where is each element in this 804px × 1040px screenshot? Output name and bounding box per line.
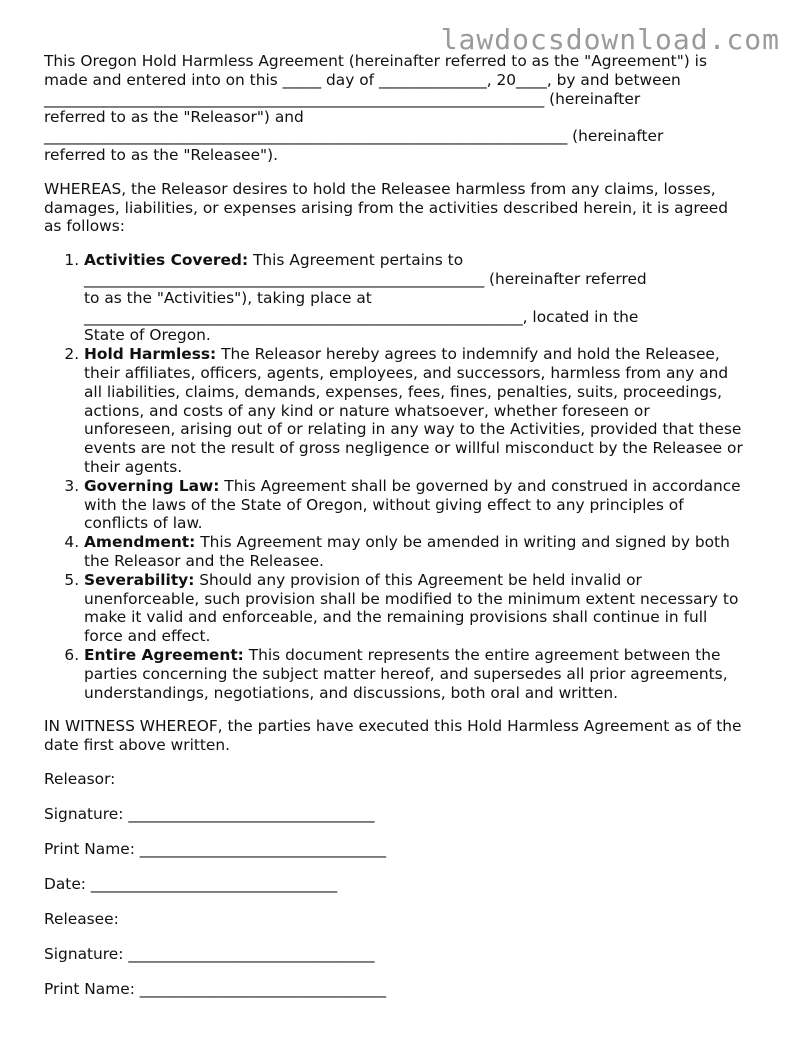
releasor-signature-line: Signature: ________________________________ bbox=[44, 804, 375, 823]
term-text: The Releasor hereby agrees to indemnify and hold the Releasee, bbox=[216, 345, 720, 364]
term-hold-harmless bbox=[84, 345, 766, 477]
term-title: Governing Law: bbox=[84, 476, 220, 495]
intro-line: referred to as the "Releasor") and bbox=[44, 108, 304, 127]
term-text: State of Oregon. bbox=[84, 326, 211, 345]
term-text: force and effect. bbox=[84, 627, 211, 646]
term-title: Amendment: bbox=[84, 533, 196, 552]
term-text: unforeseen, arising out of or relating in any way to the Activities, provided that these bbox=[84, 420, 742, 439]
term-text: their agents. bbox=[84, 457, 183, 476]
watermark: lawdocsdownload.com bbox=[440, 23, 780, 56]
terms-list bbox=[44, 251, 766, 702]
intro-line: _________________________________________________________________ (hereinafter bbox=[44, 89, 641, 108]
term-activities-covered bbox=[84, 251, 766, 345]
releasee-signature-line: Signature: ________________________________ bbox=[44, 944, 375, 963]
term-text: understandings, negotiations, and discussions, both oral and written. bbox=[84, 683, 618, 702]
intro-line: ____________________________________________________________________ (hereinafter bbox=[44, 127, 664, 146]
term-text: events are not the result of gross negligence or willful misconduct by the Releasee or bbox=[84, 439, 743, 458]
whereas-line: as follows: bbox=[44, 217, 125, 236]
term-amendment bbox=[84, 533, 766, 571]
whereas-line: damages, liabilities, or expenses arising from the activities described herein, it is agreed bbox=[44, 198, 729, 217]
term-severability bbox=[84, 571, 766, 646]
term-text: This document represents the entire agreement between the bbox=[243, 645, 721, 664]
releasee-label: Releasee: bbox=[44, 909, 119, 928]
whereas-paragraph bbox=[44, 180, 766, 236]
witness-paragraph bbox=[44, 717, 766, 755]
intro-paragraph bbox=[44, 52, 766, 165]
releasor-print-name-line: Print Name: ________________________________ bbox=[44, 839, 387, 858]
term-text: ____________________________________________________ (hereinafter referred bbox=[84, 269, 647, 288]
witness-line: IN WITNESS WHEREOF, the parties have executed this Hold Harmless Agreement as of the bbox=[44, 717, 742, 736]
term-text: Should any provision of this Agreement be held invalid or bbox=[194, 570, 642, 589]
term-title: Hold Harmless: bbox=[84, 345, 217, 364]
term-text: their affiliates, officers, agents, employees, and successors, harmless from any and bbox=[84, 363, 729, 382]
term-text: This Agreement pertains to bbox=[248, 251, 464, 270]
term-text: to as the "Activities"), taking place at bbox=[84, 288, 372, 307]
term-entire-agreement bbox=[84, 646, 766, 702]
intro-line: made and entered into on this _____ day of ______________, 20____, by and between bbox=[44, 70, 681, 89]
term-title: Severability: bbox=[84, 570, 195, 589]
term-text: unenforceable, such provision shall be modified to the minimum extent necessary to bbox=[84, 589, 739, 608]
intro-line: referred to as the "Releasee"). bbox=[44, 145, 279, 164]
term-text: _________________________________________________________, located in the bbox=[84, 307, 639, 326]
releasor-date-line: Date: ________________________________ bbox=[44, 874, 338, 893]
signature-block bbox=[44, 770, 766, 999]
releasor-label: Releasor: bbox=[44, 769, 116, 788]
term-text: actions, and costs of any kind or nature whatsoever, whether foreseen or bbox=[84, 401, 650, 420]
witness-line: date first above written. bbox=[44, 736, 231, 755]
term-governing-law bbox=[84, 477, 766, 533]
term-text: This Agreement shall be governed by and construed in accordance bbox=[219, 476, 741, 495]
releasee-print-name-line: Print Name: ________________________________ bbox=[44, 979, 387, 998]
term-text: with the laws of the State of Oregon, without giving effect to any principles of bbox=[84, 495, 684, 514]
term-text: This Agreement may only be amended in writing and signed by both bbox=[195, 533, 730, 552]
term-title: Activities Covered: bbox=[84, 251, 249, 270]
term-text: the Releasor and the Releasee. bbox=[84, 551, 324, 570]
term-text: make it valid and enforceable, and the remaining provisions shall continue in full bbox=[84, 608, 708, 627]
term-text: conflicts of law. bbox=[84, 514, 203, 533]
intro-line: This Oregon Hold Harmless Agreement (hereinafter referred to as the "Agreement") is bbox=[44, 52, 707, 70]
term-title: Entire Agreement: bbox=[84, 645, 244, 664]
whereas-line: WHEREAS, the Releasor desires to hold the Releasee harmless from any claims, losses, bbox=[44, 179, 716, 198]
term-text: all liabilities, claims, demands, expenses, fees, fines, penalties, suits, proceedings, bbox=[84, 382, 722, 401]
term-text: parties concerning the subject matter hereof, and supersedes all prior agreements, bbox=[84, 664, 728, 683]
document-body bbox=[44, 52, 766, 1015]
